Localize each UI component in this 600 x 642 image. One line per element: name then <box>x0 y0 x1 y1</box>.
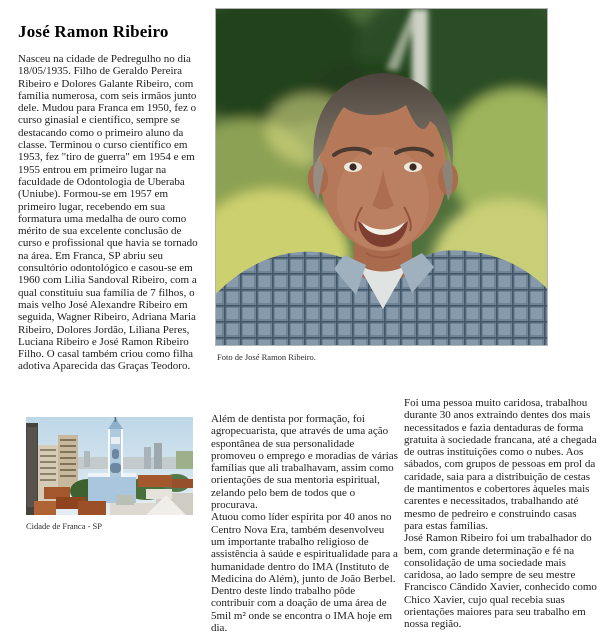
portrait-photo <box>215 8 548 346</box>
portrait-photo-illustration <box>216 9 547 345</box>
bio-paragraph: Nasceu na cidade de Pedregulho no dia 18/05/1935. Filho de Geraldo Pereira Ribeiro e Dolores Galante Ribeiro, com família numerosa, com seis irmãos junto dele. Mudou para Franca em 1950, fez o curso ginasial e científico, sempre se destacando como o primeiro aluno da classe. Terminou o curso científico em 1953, fez "tiro de guerra" em 1954 e em 1955 entrou em primeiro lugar na faculdade de Odontologia de Uberaba (Uniube). Formou-se em 1957 em primeiro lugar, recebendo em sua formatura uma medalha de ouro como mérito de sua excelente conclusão de curso e profissional que havia se tornado na área. Em Franca, SP abriu seu consultório odontológico e casou-se em 1960 com Lilia Sandoval Ribeiro, com a qual constituiu sua família de 7 filhos, o mais velho José Alexandre Ribeiro em seguida, Wagner Ribeiro, Adriana Maria Ribeiro, Dolores Jordão, Liliana Peres, Luciana Ribeiro e José Ramon Ribeiro Filho. O casal também criou como filha adotiva Aparecida das Graças Teodoro. <box>18 53 198 373</box>
middle-paragraph-1: Além de dentista por formação, foi agropecuarista, que através de uma ação espontânea de sua personalidade promoveu o emprego e moradias de várias famílias que ali trabalhavam, assim como orientações de sua mentoria espiritual, zelando pelo bem de todos que o procurava. <box>211 413 398 512</box>
middle-paragraph-2: Atuou como líder espírita por 40 anos no Centro Nova Era, também desenvolveu um importante trabalho religioso de assistência à saúde e espiritualidade para a humanidade dentro do IMA (Instituto de Medicina do Além), junto de João Berbel. Dentro deste lindo trabalho pôde contribuir com a doação de uma área de 5mil m² onde se encontra o IMA hoje em dia. <box>211 511 398 635</box>
city-caption: Cidade de Franca - SP <box>26 521 103 531</box>
portrait-caption: Foto de José Ramon Ribeiro. <box>217 352 316 362</box>
right-paragraph-1: Foi uma pessoa muito caridosa, trabalhou durante 30 anos extraindo dentes dos mais necessitados e fazia dentaduras de forma gratuita à sociedade francana, até a chegada de outras instituições como o nubes. Aos sábados, com grupos de pessoas em prol da caridade, saia para a distribuição de cestas de mantimentos e cobertores àqueles mais carentes e necessitados, trabalhando até mesmo de pedreiro e construindo casas para estas famílias. <box>404 397 597 532</box>
city-photo-illustration <box>26 417 193 515</box>
middle-column <box>211 413 399 634</box>
right-column <box>404 397 598 631</box>
bio-column <box>18 22 206 373</box>
right-paragraph-2: José Ramon Ribeiro foi um trabalhador do bem, com grande determinação e fé na consolidação de uma sociedade mais caridosa, ao lado sempre de seu mestre Francisco Cândido Xavier, conhecido como Chico Xavier, cujo qual recebia suas orientações maiores para seu trabalho em nossa região. <box>404 532 597 631</box>
page-title: José Ramon Ribeiro <box>18 22 169 41</box>
city-photo <box>26 417 193 515</box>
